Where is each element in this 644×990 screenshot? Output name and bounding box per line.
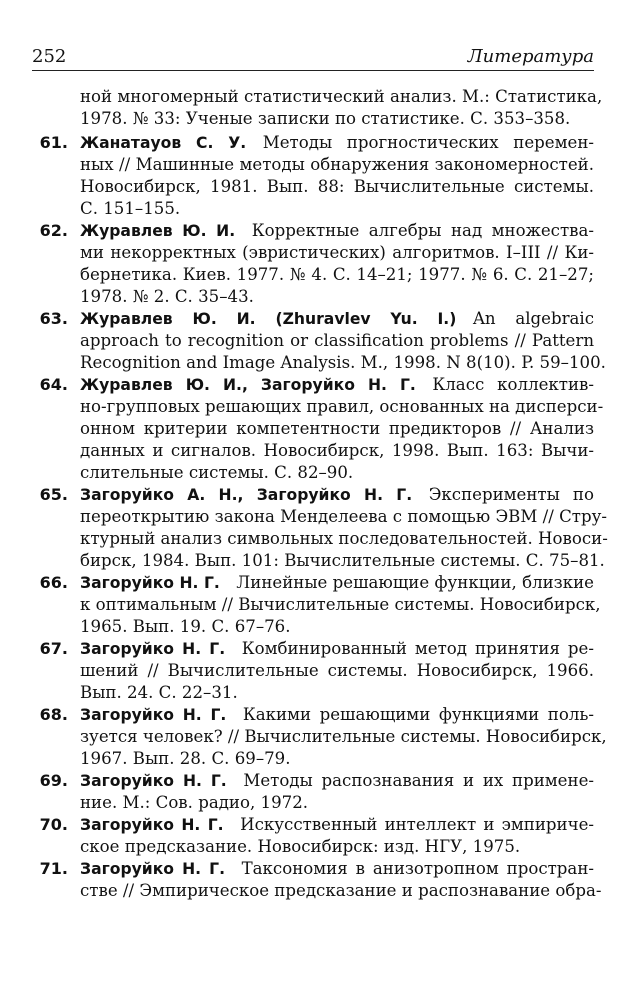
- reference-text: ми некорректных (эвристических) алгоритмов. I–III // Ки-: [80, 243, 594, 262]
- reference-number: 70.: [39, 815, 68, 834]
- reference-text: ское предсказание. Новосибирск: изд. НГУ, 1975.: [80, 837, 521, 856]
- reference-line: [80, 308, 594, 330]
- reference-text: Методы распознавания и их примене-: [243, 771, 594, 790]
- reference-text: бирск, 1984. Вып. 101: Вычислительные системы. С. 75–81.: [80, 551, 605, 570]
- reference-text: но-групповых решающих правил, основанных на дисперси-: [80, 397, 604, 416]
- reference-line: [80, 836, 594, 858]
- reference-line: [80, 638, 594, 660]
- reference-number: 61.: [39, 133, 68, 152]
- reference-line: [80, 572, 594, 594]
- reference-text: ние. М.: Сов. радио, 1972.: [80, 793, 309, 812]
- reference-author: Журавлев Ю. И. (Zhuravlev Yu. I.): [80, 310, 457, 328]
- reference-line: [80, 506, 607, 528]
- reference-number: 64.: [39, 375, 68, 394]
- reference-author: Загоруйко Н. Г.: [80, 816, 224, 834]
- reference-text: Класс коллектив-: [432, 375, 594, 394]
- reference-line: [80, 374, 594, 396]
- reference-line: [80, 484, 594, 506]
- reference-text: approach to recognition or classification problems // Pattern: [80, 331, 594, 350]
- reference-line: [80, 770, 594, 792]
- reference-line: [80, 352, 606, 374]
- reference-line: [80, 660, 594, 682]
- reference-line: [80, 264, 594, 286]
- reference-line: [80, 176, 594, 198]
- reference-text: данных и сигналов. Новосибирск, 1998. Вып. 163: Вычи-: [80, 441, 594, 460]
- reference-text: зуется человек? // Вычислительные системы. Новосибирск,: [80, 727, 607, 746]
- reference-line: [80, 462, 594, 484]
- reference-line: [80, 814, 594, 836]
- reference-text: Искусственный интеллект и эмпириче-: [240, 815, 594, 834]
- reference-number: 62.: [39, 221, 68, 240]
- reference-text: бернетика. Киев. 1977. № 4. С. 14–21; 1977. № 6. С. 21–27;: [80, 265, 594, 284]
- reference-author: Загоруйко Н. Г.: [80, 574, 220, 592]
- reference-author: Загоруйко Н. Г.: [80, 640, 226, 658]
- reference-number: 71.: [39, 859, 68, 878]
- reference-text: Таксономия в анизотропном простран-: [241, 859, 594, 878]
- reference-text: 1967. Вып. 28. С. 69–79.: [80, 749, 291, 768]
- reference-line: [80, 286, 594, 308]
- reference-line: [80, 86, 603, 108]
- reference-line: [80, 132, 594, 154]
- reference-number: 63.: [39, 309, 68, 328]
- reference-line: [80, 704, 594, 726]
- reference-text: шений // Вычислительные системы. Новосибирск, 1966.: [80, 661, 594, 680]
- reference-line: [80, 108, 594, 130]
- reference-line: [80, 528, 608, 550]
- reference-text: ной многомерный статистический анализ. М.: Статистика,: [80, 87, 603, 106]
- reference-author: Загоруйко А. Н., Загоруйко Н. Г.: [80, 486, 413, 504]
- reference-author: Жанатауов С. У.: [80, 134, 247, 152]
- reference-text: к оптимальным // Вычислительные системы. Новосибирск,: [80, 595, 601, 614]
- reference-text: An algebraic: [472, 309, 595, 328]
- reference-number: 68.: [39, 705, 68, 724]
- reference-text: онном критерии компетентности предикторов // Анализ: [80, 419, 594, 438]
- reference-text: Recognition and Image Analysis. M., 1998. N 8(10). P. 59–100.: [80, 353, 606, 372]
- reference-author: Журавлев Ю. И.: [80, 222, 236, 240]
- reference-text: С. 151–155.: [80, 199, 181, 218]
- reference-line: [80, 440, 594, 462]
- reference-text: Какими решающими функциями поль-: [242, 705, 594, 724]
- reference-number: 67.: [39, 639, 68, 658]
- reference-number: 66.: [39, 573, 68, 592]
- reference-text: Корректные алгебры над множества-: [251, 221, 594, 240]
- running-head: Литература: [467, 46, 594, 67]
- reference-line: [80, 330, 594, 352]
- reference-number: 69.: [39, 771, 68, 790]
- reference-line: [80, 726, 607, 748]
- reference-line: [80, 792, 594, 814]
- reference-text: Новосибирск, 1981. Вып. 88: Вычислительные системы.: [80, 177, 594, 196]
- reference-author: Журавлев Ю. И., Загоруйко Н. Г.: [80, 376, 416, 394]
- reference-text: 1965. Вып. 19. С. 67–76.: [80, 617, 291, 636]
- reference-line: [80, 682, 594, 704]
- reference-text: Линейные решающие функции, близкие: [236, 573, 594, 592]
- reference-line: [80, 220, 594, 242]
- reference-text: 1978. № 33: Ученые записки по статистике. С. 353–358.: [80, 109, 571, 128]
- reference-number: 65.: [39, 485, 68, 504]
- reference-text: стве // Эмпирическое предсказание и распознавание обра-: [80, 881, 602, 900]
- reference-author: Загоруйко Н. Г.: [80, 772, 227, 790]
- reference-author: Загоруйко Н. Г.: [80, 706, 227, 724]
- reference-author: Загоруйко Н. Г.: [80, 860, 225, 878]
- reference-text: 1978. № 2. С. 35–43.: [80, 287, 254, 306]
- reference-line: [80, 418, 594, 440]
- reference-line: [80, 594, 601, 616]
- reference-line: [80, 616, 594, 638]
- reference-line: [80, 748, 594, 770]
- reference-text: переоткрытию закона Менделеева с помощью ЭВМ // Стру-: [80, 507, 607, 526]
- page-number: 252: [32, 46, 67, 67]
- reference-text: Методы прогностических перемен-: [262, 133, 595, 152]
- reference-text: слительные системы. С. 82–90.: [80, 463, 354, 482]
- reference-line: [80, 242, 594, 264]
- reference-line: [80, 396, 604, 418]
- reference-text: ктурный анализ символьных последовательностей. Новоси-: [80, 529, 608, 548]
- reference-line: [80, 154, 594, 176]
- reference-text: ных // Машинные методы обнаружения закономерностей.: [80, 155, 594, 174]
- reference-line: [80, 550, 605, 572]
- reference-text: Комбинированный метод принятия ре-: [241, 639, 594, 658]
- reference-text: Вып. 24. С. 22–31.: [80, 683, 238, 702]
- reference-line: [80, 880, 602, 902]
- reference-text: Эксперименты по: [428, 485, 594, 504]
- page-header: [32, 46, 594, 71]
- reference-line: [80, 198, 594, 220]
- reference-line: [80, 858, 594, 880]
